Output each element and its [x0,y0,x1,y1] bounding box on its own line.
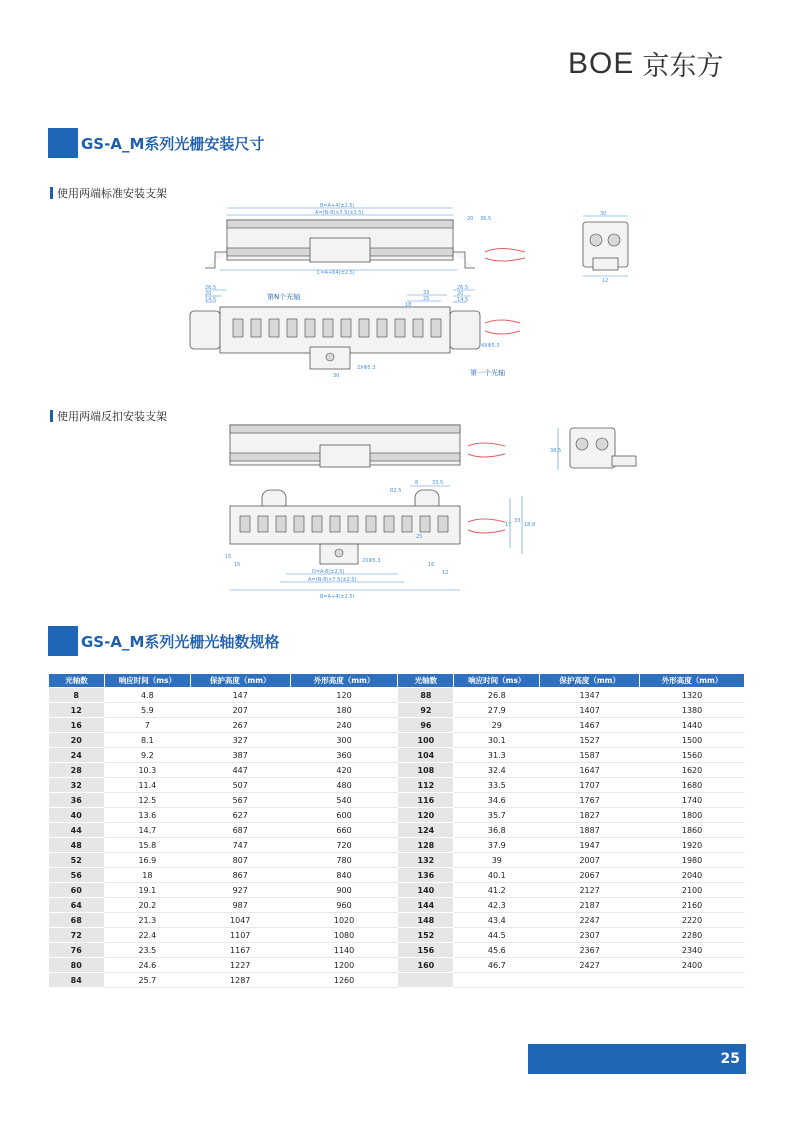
center-bracket [320,445,370,467]
value-cell: 1887 [540,823,640,838]
value-cell: 43.4 [454,913,540,928]
empty-cell [640,973,745,988]
axis-count-cell: 108 [398,763,454,778]
value-cell: 1827 [540,808,640,823]
value-cell: 15.8 [104,838,190,853]
value-cell: 26.8 [454,688,540,703]
column-header: 光轴数 [49,674,105,688]
value-cell: 2427 [540,958,640,973]
value-cell: 1500 [640,733,745,748]
value-cell: 1800 [640,808,745,823]
axis-count-cell: 152 [398,928,454,943]
dim-label: 25 [423,296,430,302]
section-title: GS-A_M系列光栅光轴数规格 [81,632,280,651]
value-cell: 1380 [640,703,745,718]
body-strip [227,220,453,228]
value-cell: 41.2 [454,883,540,898]
side-mount [612,456,636,466]
value-cell: 2040 [640,868,745,883]
dim-label: 25 [416,534,423,540]
drawing-standard-front-view [185,285,530,385]
table-header-row [49,674,745,688]
value-cell: 21.3 [104,913,190,928]
value-cell: 1227 [190,958,290,973]
cable [468,454,505,457]
axis-count-cell: 92 [398,703,454,718]
value-cell: 900 [290,883,398,898]
axis-count-cell: 36 [49,793,105,808]
table-row [49,763,745,778]
value-cell: 45.6 [454,943,540,958]
page-number: 25 [528,1044,746,1074]
value-cell: 27.9 [454,703,540,718]
value-cell: 23.5 [104,943,190,958]
value-cell: 34.6 [454,793,540,808]
dim-label: A=(N-8)×7.5(±2.5) [315,210,364,216]
value-cell: 1320 [640,688,745,703]
column-header: 保护高度（mm） [540,674,640,688]
dim-label: 12 [602,278,609,284]
value-cell: 927 [190,883,290,898]
dim-label: 33 [423,290,430,296]
value-cell: 1440 [640,718,745,733]
axis-count-cell: 148 [398,913,454,928]
value-cell: 1020 [290,913,398,928]
axis-count-cell: 124 [398,823,454,838]
cable [468,519,505,522]
cable [485,331,520,334]
axis-count-cell: 116 [398,793,454,808]
value-cell: 627 [190,808,290,823]
value-cell: 660 [290,823,398,838]
value-cell: 10.3 [104,763,190,778]
value-cell: 507 [190,778,290,793]
axis-count-cell: 112 [398,778,454,793]
table-row [49,853,745,868]
table-row [49,943,745,958]
table-row [49,868,745,883]
value-cell: 40.1 [454,868,540,883]
dim-label: 26.5 [205,285,217,291]
value-cell: 13.6 [104,808,190,823]
value-cell: 1740 [640,793,745,808]
value-cell: 1647 [540,763,640,778]
dim-label: 2XΦ5.3 [362,558,381,564]
end-bracket [453,252,475,268]
value-cell: 29 [454,718,540,733]
dim-label: 14.5 [205,297,217,303]
value-cell: 18 [104,868,190,883]
axis-count-cell: 8 [49,688,105,703]
value-cell: 2187 [540,898,640,913]
value-cell: 207 [190,703,290,718]
axis-count-cell: 12 [49,703,105,718]
dim-label: 26.5 [457,285,469,291]
value-cell: 360 [290,748,398,763]
value-cell: 1920 [640,838,745,853]
table-row [49,838,745,853]
table-row [49,898,745,913]
dim-label: 15 [234,562,241,568]
table-row [49,928,745,943]
value-cell: 46.7 [454,958,540,973]
value-cell: 1587 [540,748,640,763]
value-cell: 12.5 [104,793,190,808]
axis-count-cell: 32 [49,778,105,793]
value-cell: 447 [190,763,290,778]
axis-count-cell: 136 [398,868,454,883]
value-cell: 1140 [290,943,398,958]
cable [485,320,520,323]
value-cell: 1287 [190,973,290,988]
subheading-text: 使用两端标准安装支架 [57,187,167,200]
value-cell: 687 [190,823,290,838]
table-row [49,703,745,718]
value-cell: 2127 [540,883,640,898]
value-cell: 780 [290,853,398,868]
value-cell: 987 [190,898,290,913]
value-cell: 5.9 [104,703,190,718]
column-header: 外形高度（mm） [640,674,745,688]
value-cell: 36.8 [454,823,540,838]
spec-table [48,673,745,988]
value-cell: 1680 [640,778,745,793]
value-cell: 240 [290,718,398,733]
cable [468,530,505,533]
value-cell: 1860 [640,823,745,838]
value-cell: 24.6 [104,958,190,973]
axis-count-cell: 76 [49,943,105,958]
drawing-standard-top-view [185,200,545,280]
table-row [49,973,745,988]
dim-label: 30 [333,373,340,379]
axis-count-cell: 100 [398,733,454,748]
table-row [49,913,745,928]
value-cell: 1047 [190,913,290,928]
subheading-text: 使用两端反扣安装支架 [57,410,167,423]
value-cell: 44.5 [454,928,540,943]
value-cell: 39 [454,853,540,868]
value-cell: 1107 [190,928,290,943]
value-cell: 1407 [540,703,640,718]
value-cell: 2100 [640,883,745,898]
dim-label: A=(N-8)×7.5(±2.5) [308,577,357,583]
value-cell: 1620 [640,763,745,778]
dim-label: 20 [467,216,474,222]
axis-count-cell: 120 [398,808,454,823]
axis-count-cell: 156 [398,943,454,958]
section-title: GS-A_M系列光栅安装尺寸 [81,134,265,153]
dim-label: 30 [600,211,607,217]
axis-count-cell: 132 [398,853,454,868]
mount-hole [326,353,334,361]
callout-nth-axis: 第N个光轴 [267,293,301,301]
lens-circle [608,234,620,246]
end-bracket-left [190,311,220,349]
value-cell: 747 [190,838,290,853]
table-row [49,718,745,733]
dim-label: C=A+64(±2.5) [317,270,355,276]
value-cell: 2280 [640,928,745,943]
section-header-install [48,128,264,158]
dim-label: 8 [415,480,419,486]
value-cell: 600 [290,808,398,823]
dim-label: 14.5 [457,297,469,303]
column-header: 外形高度（mm） [290,674,398,688]
value-cell: 2220 [640,913,745,928]
value-cell: 1080 [290,928,398,943]
center-bracket [310,238,370,262]
side-housing [570,428,615,468]
dim-label: 12 [442,570,449,576]
value-cell: 327 [190,733,290,748]
dim-label: 33 [514,518,521,524]
section-header-spec [48,626,279,656]
value-cell: 2160 [640,898,745,913]
value-cell: 4.8 [104,688,190,703]
value-cell: 267 [190,718,290,733]
axis-count-cell: 84 [49,973,105,988]
value-cell: 35.7 [454,808,540,823]
value-cell: 1527 [540,733,640,748]
dim-label: 36.5 [480,216,492,222]
dim-label: 15 [225,554,232,560]
value-cell: 20.2 [104,898,190,913]
axis-count-cell: 88 [398,688,454,703]
section-marker [48,128,78,158]
value-cell: 16.9 [104,853,190,868]
axis-count-cell: 28 [49,763,105,778]
lens-circle [596,438,608,450]
axis-count-cell: 80 [49,958,105,973]
dim-label: 33.5 [432,480,444,486]
subheading-reverse-mount [50,408,167,424]
table-row [49,778,745,793]
value-cell: 720 [290,838,398,853]
subheading-standard-mount [50,185,167,201]
body-strip [230,425,460,433]
logo-text-cn: 京东方 [642,51,724,82]
value-cell: 480 [290,778,398,793]
value-cell: 25.7 [104,973,190,988]
lens-circle [590,234,602,246]
dim-label: 20 [457,291,464,297]
value-cell: 807 [190,853,290,868]
value-cell: 1200 [290,958,398,973]
axis-count-cell: 44 [49,823,105,838]
axis-count-cell: 160 [398,958,454,973]
value-cell: 1467 [540,718,640,733]
dim-label: B=A+4(±2.5) [320,203,355,209]
column-header: 光轴数 [398,674,454,688]
axis-count-cell: 140 [398,883,454,898]
value-cell: 540 [290,793,398,808]
dim-label: 20 [205,291,212,297]
cable [485,249,525,253]
axis-count-cell: 104 [398,748,454,763]
table-row [49,808,745,823]
value-cell: 2340 [640,943,745,958]
table-row [49,748,745,763]
value-cell: 2400 [640,958,745,973]
table-row [49,688,745,703]
value-cell: 31.3 [454,748,540,763]
axis-count-cell: 144 [398,898,454,913]
axis-count-cell: 68 [49,913,105,928]
dim-label: 2XΦ5.3 [357,365,376,371]
logo-text: BOE [568,46,635,80]
value-cell: 567 [190,793,290,808]
value-cell: 37.9 [454,838,540,853]
column-header: 响应时间（ms） [104,674,190,688]
value-cell: 19.1 [104,883,190,898]
value-cell: 33.5 [454,778,540,793]
drawing-standard-side-view [578,210,643,285]
value-cell: 1980 [640,853,745,868]
table-row [49,958,745,973]
value-cell: 120 [290,688,398,703]
dim-label: R2.5 [390,488,402,494]
dim-label: 38.5 [550,448,562,454]
empty-cell [540,973,640,988]
dim-label: 4XΦ5.3 [481,343,500,349]
drawing-reverse-top-view [220,420,520,475]
axis-count-cell: 96 [398,718,454,733]
axis-count-cell: 72 [49,928,105,943]
dim-label: 18.8 [524,522,536,528]
value-cell: 960 [290,898,398,913]
value-cell: 840 [290,868,398,883]
mount-hole [335,549,343,557]
value-cell: 8.1 [104,733,190,748]
value-cell: 2367 [540,943,640,958]
empty-cell [454,973,540,988]
empty-cell [398,973,454,988]
dim-label: 18 [405,302,412,308]
callout-first-axis: 第一个光轴 [470,369,505,377]
brand-logo [568,44,723,83]
value-cell: 1347 [540,688,640,703]
value-cell: 1767 [540,793,640,808]
value-cell: 867 [190,868,290,883]
axis-count-cell: 16 [49,718,105,733]
table-row [49,823,745,838]
table-row [49,733,745,748]
value-cell: 2067 [540,868,640,883]
axis-count-cell: 64 [49,898,105,913]
drawing-reverse-side-view [550,420,645,480]
subheading-marker [50,187,53,199]
cable [468,443,505,446]
value-cell: 2247 [540,913,640,928]
value-cell: 22.4 [104,928,190,943]
value-cell: 147 [190,688,290,703]
column-header: 响应时间（ms） [454,674,540,688]
end-bracket [205,252,227,268]
dim-label: 17 [505,522,512,528]
value-cell: 9.2 [104,748,190,763]
end-bracket-right [450,311,480,349]
value-cell: 2007 [540,853,640,868]
table-row [49,793,745,808]
dim-label: B=A+4(±2.5) [320,594,355,600]
value-cell: 14.7 [104,823,190,838]
value-cell: 7 [104,718,190,733]
drawing-reverse-front-view [220,478,560,603]
axis-count-cell: 60 [49,883,105,898]
axis-count-cell: 56 [49,868,105,883]
value-cell: 1947 [540,838,640,853]
value-cell: 180 [290,703,398,718]
axis-count-cell: 24 [49,748,105,763]
side-mount [593,258,618,270]
value-cell: 300 [290,733,398,748]
value-cell: 1560 [640,748,745,763]
value-cell: 1707 [540,778,640,793]
axis-count-cell: 48 [49,838,105,853]
value-cell: 420 [290,763,398,778]
value-cell: 1260 [290,973,398,988]
axis-count-cell: 40 [49,808,105,823]
subheading-marker [50,410,53,422]
table-row [49,883,745,898]
dim-label: D=A-8(±2.5) [312,569,345,575]
axis-count-cell: 52 [49,853,105,868]
dim-label: 16 [428,562,435,568]
value-cell: 30.1 [454,733,540,748]
value-cell: 42.3 [454,898,540,913]
value-cell: 387 [190,748,290,763]
cable [485,258,525,261]
value-cell: 11.4 [104,778,190,793]
axis-count-cell: 128 [398,838,454,853]
value-cell: 32.4 [454,763,540,778]
section-marker [48,626,78,656]
value-cell: 2307 [540,928,640,943]
axis-count-cell: 20 [49,733,105,748]
lens-circle [576,438,588,450]
value-cell: 1167 [190,943,290,958]
column-header: 保护高度（mm） [190,674,290,688]
